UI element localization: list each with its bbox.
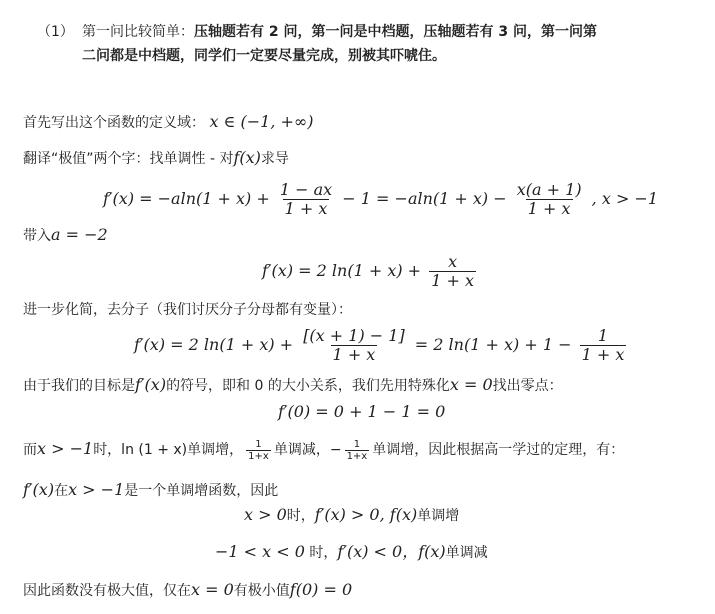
derivative-equation-2 (262, 252, 479, 290)
goal-text-b: 的符号，即和 0 的大小关系，我们先用特殊化 (166, 378, 450, 394)
monotonic-line (23, 436, 624, 463)
case-positive-line (244, 505, 459, 526)
goal-line (23, 375, 563, 396)
conclude-line (23, 480, 278, 501)
case1-math-a: x > 0 (244, 505, 287, 524)
question-label: （1） (37, 24, 74, 40)
case2-math-b: f′(x) < 0，f(x) (337, 542, 446, 561)
deriv1-f1-den: 1 + x (284, 199, 328, 218)
goal-math-b: x = 0 (449, 375, 493, 394)
deriv1-f2-den: 1 + x (527, 199, 571, 218)
mono-fraction-1 (246, 439, 271, 462)
goal-text-c: 找出零点： (492, 378, 563, 394)
deriv1-lhs: f′(x) = −aln(1 + x) + (103, 189, 270, 208)
domain-line (23, 112, 313, 133)
translate-text-b: 求导 (260, 151, 289, 167)
mono-f2-den: 1+x (346, 450, 368, 462)
deriv1-f1-num: 1 − ax (279, 180, 333, 199)
case-negative-line (215, 542, 488, 563)
mono-math-a: x > −1 (37, 439, 94, 458)
domain-text: 首先写出这个函数的定义域： (23, 115, 205, 131)
deriv1-fraction-2 (515, 181, 584, 218)
translate-math: f(x) (233, 148, 261, 167)
case2-text-b: 单调减 (445, 545, 488, 561)
zero-equation: f′(0) = 0 + 1 − 1 = 0 (278, 402, 446, 421)
final-text-a: 因此函数没有极大值，仅在 (23, 583, 191, 599)
deriv3-f1-den: 1 + x (332, 345, 376, 364)
deriv3-f1-num: [(x + 1) − 1] (303, 326, 405, 345)
translate-text-a: 翻译“极值”两个字：找单调性 - 对 (23, 151, 234, 167)
simplify-line: 进一步化简，去分子（我们讨厌分子分母都有变量）： (23, 302, 352, 318)
intro-line-1 (82, 22, 597, 42)
deriv1-mid: − 1 = −aln(1 + x) − (342, 189, 507, 208)
conclude-math-b: x > −1 (68, 480, 125, 499)
deriv3-f2-den: 1 + x (581, 345, 625, 364)
derivative-equation-1 (103, 180, 658, 218)
final-math-a: x = 0 (191, 580, 234, 599)
goal-text-a: 由于我们的目标是 (23, 378, 135, 394)
case2-text-a: 时， (304, 545, 338, 561)
conclude-text-b: 是一个单调增函数，因此 (124, 483, 279, 499)
deriv1-f2-num: x(a + 1) (516, 180, 582, 199)
mono-f1-den: 1+x (248, 450, 269, 462)
final-math-b: f(0) = 0 (289, 580, 353, 599)
conclude-text-a: 在 (54, 483, 69, 499)
mono-text-a: 而 (23, 442, 37, 458)
deriv2-f-num: x (448, 252, 458, 271)
mono-text-c: 单调减，− (273, 442, 342, 458)
goal-math-a: f′(x) (135, 375, 167, 394)
case1-text-a: 时， (286, 508, 315, 524)
translate-line (23, 148, 289, 169)
deriv3-lhs: f′(x) = 2 ln(1 + x) + (134, 335, 294, 354)
deriv2-lhs: f′(x) = 2 ln(1 + x) + (262, 261, 422, 280)
deriv2-f-den: 1 + x (431, 271, 474, 290)
deriv3-fraction-1 (301, 327, 407, 364)
derivative-equation-3 (134, 326, 629, 364)
final-line (23, 580, 352, 601)
final-text-b: 有极小值 (233, 583, 290, 599)
deriv3-f2-num: 1 (597, 326, 609, 345)
conclude-math-a: f′(x) (23, 480, 55, 499)
mono-text-d: 单调增，因此根据高一学过的定理，有： (372, 442, 625, 458)
domain-math: x ∈ (−1, +∞) (209, 112, 314, 131)
mono-text-b: 时，ln (1 + x)单调增， (93, 442, 244, 458)
case2-math-a: −1 < x < 0 (215, 542, 305, 561)
intro-plain-lead: 第一问比较简单： (82, 24, 194, 40)
case1-text-b: 单调增 (417, 508, 460, 524)
mono-f2-num: 1 (353, 438, 361, 450)
mono-fraction-2 (345, 439, 370, 462)
mono-f1-num: 1 (255, 438, 262, 450)
intro-bold-1: 压轴题若有 2 问，第一问是中档题，压轴题若有 3 问，第一问第 (194, 24, 597, 40)
intro-line-2: 二问都是中档题，同学们一定要尽量完成，别被其吓唬住。 (82, 48, 446, 64)
substitute-line (23, 225, 108, 246)
deriv3-fraction-2 (580, 327, 627, 364)
deriv2-fraction (429, 253, 476, 290)
deriv1-tail: , x > −1 (591, 189, 659, 208)
substitute-math: a = −2 (51, 225, 108, 244)
case1-math-b: f′(x) > 0, f(x) (314, 505, 418, 524)
substitute-text: 带入 (23, 228, 51, 244)
deriv3-mid: = 2 ln(1 + x) + 1 − (414, 335, 572, 354)
deriv1-fraction-1 (278, 181, 334, 218)
